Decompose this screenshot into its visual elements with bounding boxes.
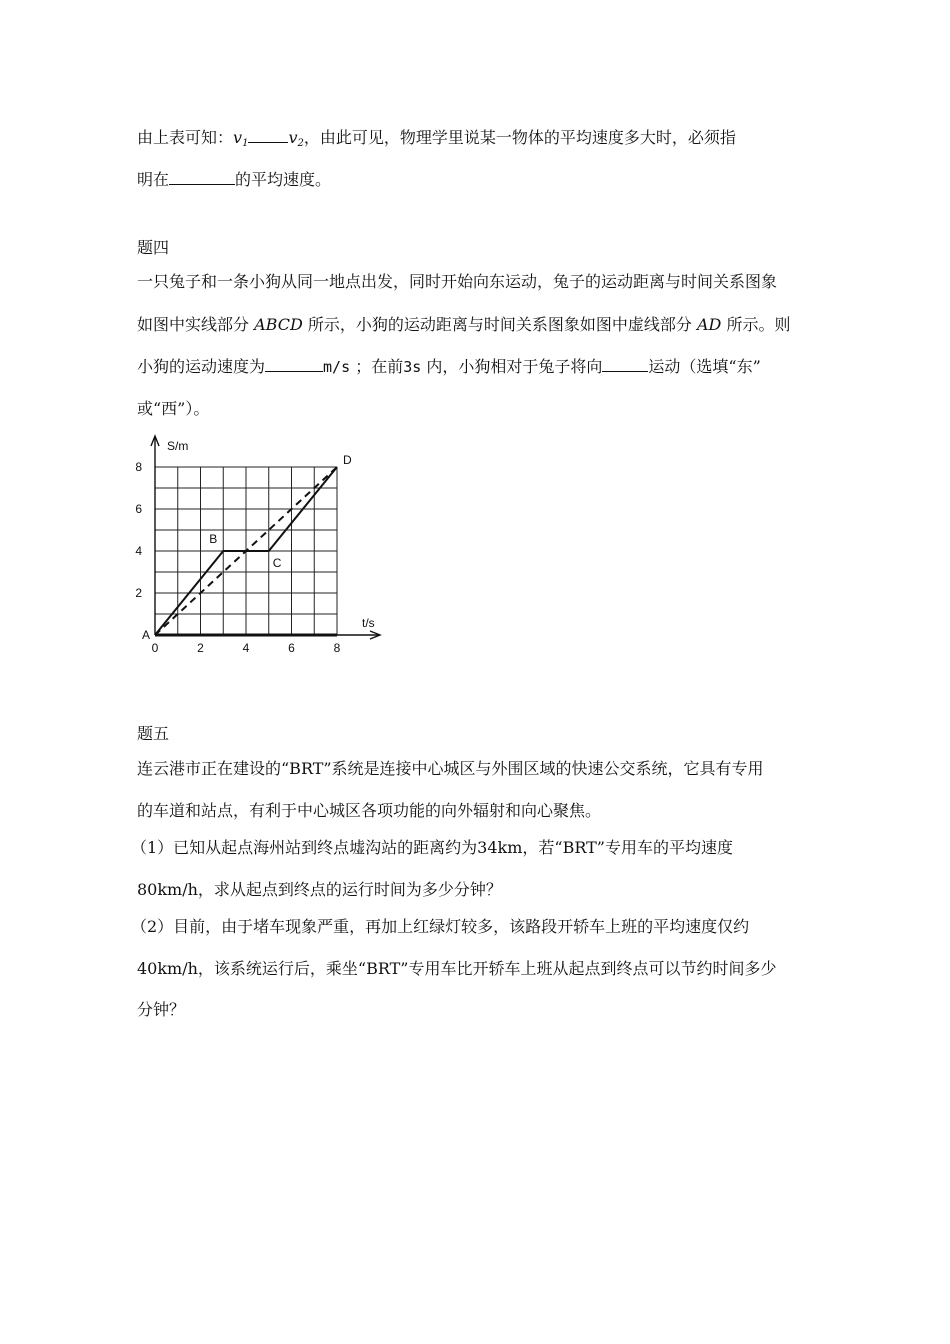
answer-blank-3[interactable] xyxy=(265,357,323,372)
y-tick-label: 4 xyxy=(135,544,142,558)
q5-heading: 题五 xyxy=(137,724,170,743)
point-label-b: B xyxy=(209,532,218,546)
answer-blank-4[interactable] xyxy=(602,357,648,372)
q3-text-a: 由上表可知： xyxy=(137,128,234,147)
y-tick-label: 8 xyxy=(135,460,142,474)
q3-text-line-2 xyxy=(137,170,331,190)
x-tick-label: 8 xyxy=(333,641,341,655)
q4-text-line-4: 或“西”）。 xyxy=(137,399,210,418)
point-label-a: A xyxy=(142,628,151,642)
x-axis-label: t/s xyxy=(362,616,375,630)
x-tick-label: 4 xyxy=(242,641,250,655)
q5-part2-line-3: 分钟？ xyxy=(137,1000,186,1019)
x-tick-label: 6 xyxy=(288,641,295,655)
y-axis-label: S/m xyxy=(167,439,189,453)
q5-part2-line-1: （2）目前，由于堵车现象严重，再加上红绿灯较多，该路段开轿车上班的平均速度仅约 xyxy=(131,917,750,936)
x-tick-label: 2 xyxy=(197,641,204,655)
q5-part1-line-2: 80km/h，求从起点到终点的运行时间为多少分钟？ xyxy=(137,880,502,899)
x-tick-label: 0 xyxy=(151,641,159,655)
q5-text-line-1: 连云港市正在建设的“BRT”系统是连接中心城区与外围区域的快速公交系统，它具有专用 xyxy=(137,759,764,778)
q4-text-line-2: 如图中实线部分 ABCD 所示，小狗的运动距离与时间关系图象如图中虚线部分 AD 所示。则 xyxy=(137,315,791,334)
q5-part1-line-1: （1）已知从起点海州站到终点墟沟站的距离约为34km，若“BRT”专用车的平均速度 xyxy=(131,838,733,857)
y-tick-label: 6 xyxy=(135,502,142,516)
point-label-c: C xyxy=(272,556,282,570)
v1-symbol: $v_1$ xyxy=(233,128,249,149)
v2-symbol: $v_2$ xyxy=(288,128,304,149)
q5-text-line-2: 的车道和站点，有利于中心城区各项功能的向外辐射和向心聚焦。 xyxy=(137,801,602,820)
answer-blank-1[interactable] xyxy=(248,128,288,143)
q3-text-b: ，由此可见，物理学里说某一物体的平均速度多大时，必须指 xyxy=(303,128,736,147)
q3-text-c: 明在 xyxy=(137,170,170,189)
abcd-label: ABCD xyxy=(254,315,303,334)
q3-text-d: 的平均速度。 xyxy=(235,170,332,189)
chart-labels xyxy=(135,439,374,655)
q5-part2-line-2: 40km/h，该系统运行后，乘坐“BRT”专用车比开轿车上班从起点到终点可以节约时间多少 xyxy=(137,959,777,978)
point-label-d: D xyxy=(343,453,352,467)
distance-time-chart xyxy=(130,432,390,662)
answer-blank-2[interactable] xyxy=(169,170,235,185)
y-tick-label: 2 xyxy=(135,586,142,600)
q3-text-line-1 xyxy=(137,128,736,154)
q4-heading: 题四 xyxy=(137,238,170,257)
q4-text-line-1: 一只兔子和一条小狗从同一地点出发，同时开始向东运动，兔子的运动距离与时间关系图象 xyxy=(137,272,778,291)
ad-label: AD xyxy=(697,315,722,334)
q4-text-line-3: 小狗的运动速度为 m/s ；在前3s 内，小狗相对于兔子将向 运动（选填“东” xyxy=(137,357,761,376)
